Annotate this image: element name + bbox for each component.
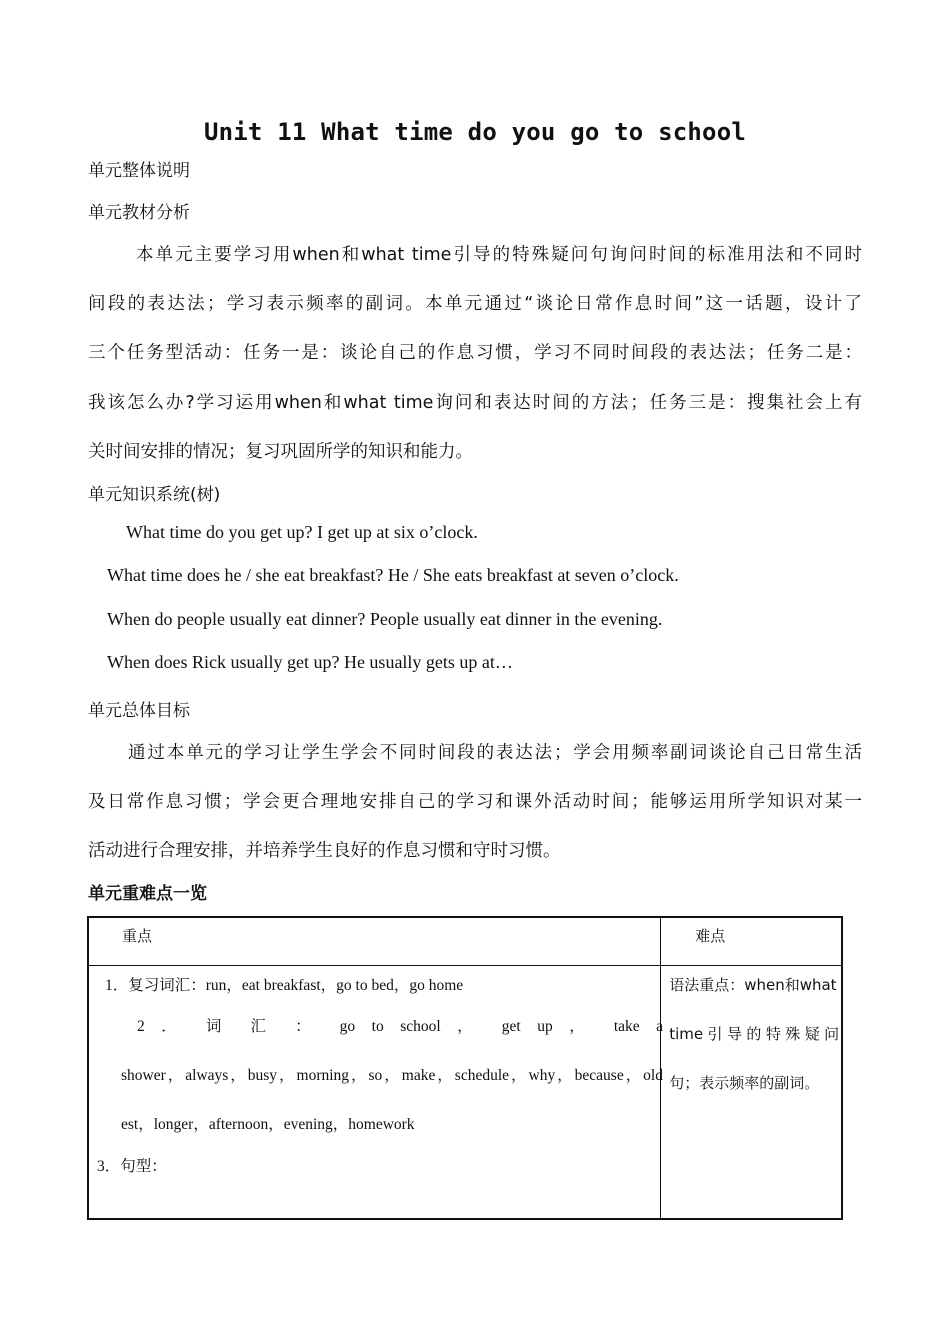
analysis-line: 三个任务型活动：任务一是：谈论自己的作息习惯，学习不同时间段的表达法；任务二是： bbox=[88, 343, 862, 363]
heading-keypoints: 单元重难点一览 bbox=[88, 884, 207, 904]
header-cell-key bbox=[88, 917, 661, 966]
analysis-line: 间段的表达法；学习表示频率的副词。本单元通过“谈论日常作息时间”这一话题，设计了 bbox=[88, 294, 862, 314]
difficult-line: 句；表示频率的副词。 bbox=[669, 1074, 820, 1092]
header-cell-difficult bbox=[661, 917, 842, 966]
difficult-points-cell bbox=[661, 966, 842, 1220]
heading-overall: 单元整体说明 bbox=[88, 161, 190, 181]
key-item-2-cont: shower，always，busy，morning，so，make，schedule，why，because，old bbox=[121, 1067, 663, 1084]
key-item-2: 2 ． 词 汇 ： go to school ， get up ， take a bbox=[137, 1018, 663, 1035]
analysis-line: 我该怎么办?学习运用when和what time询问和表达时间的方法；任务三是：搜集社会上有 bbox=[88, 393, 862, 413]
table-row bbox=[88, 966, 842, 1220]
knowledge-sentence: When does Rick usually get up? He usually gets up at… bbox=[107, 652, 513, 672]
header-key-label: 重点 bbox=[122, 927, 153, 945]
knowledge-sentence: What time do you get up? I get up at six o’clock. bbox=[126, 522, 478, 542]
analysis-line: 本单元主要学习用when和what time引导的特殊疑问句询问时间的标准用法和不同时 bbox=[136, 245, 862, 265]
page-title: Unit 11 What time do you go to school bbox=[203, 118, 747, 146]
goal-line: 活动进行合理安排，并培养学生良好的作息习惯和守时习惯。 bbox=[88, 841, 561, 861]
table-header-row bbox=[88, 917, 842, 966]
knowledge-sentence: What time does he / she eat breakfast? He / She eats breakfast at seven o’clock. bbox=[107, 565, 679, 585]
key-item-1: 1．复习词汇：run，eat breakfast，go to bed，go home bbox=[105, 977, 464, 994]
analysis-line: 关时间安排的情况；复习巩固所学的知识和能力。 bbox=[88, 442, 473, 462]
heading-knowledge: 单元知识系统(树) bbox=[88, 485, 221, 505]
difficult-line: time引导的特殊疑问 bbox=[669, 1025, 840, 1043]
goal-line: 通过本单元的学习让学生学会不同时间段的表达法；学会用频率副词谈论自己日常生活 bbox=[128, 743, 862, 763]
key-item-3: 3．句型： bbox=[97, 1158, 167, 1175]
heading-goals: 单元总体目标 bbox=[88, 701, 190, 721]
key-item-2-end: est，longer，afternoon，evening，homework bbox=[121, 1116, 415, 1133]
difficult-line: 语法重点：when和what bbox=[669, 976, 837, 994]
goal-line: 及日常作息习惯；学会更合理地安排自己的学习和课外活动时间；能够运用所学知识对某一 bbox=[88, 792, 862, 812]
knowledge-sentence: When do people usually eat dinner? People usually eat dinner in the evening. bbox=[107, 609, 663, 629]
key-points-cell bbox=[88, 966, 661, 1220]
header-difficult-label: 难点 bbox=[695, 927, 726, 945]
keypoints-table bbox=[87, 916, 843, 1220]
heading-analysis: 单元教材分析 bbox=[88, 203, 190, 223]
